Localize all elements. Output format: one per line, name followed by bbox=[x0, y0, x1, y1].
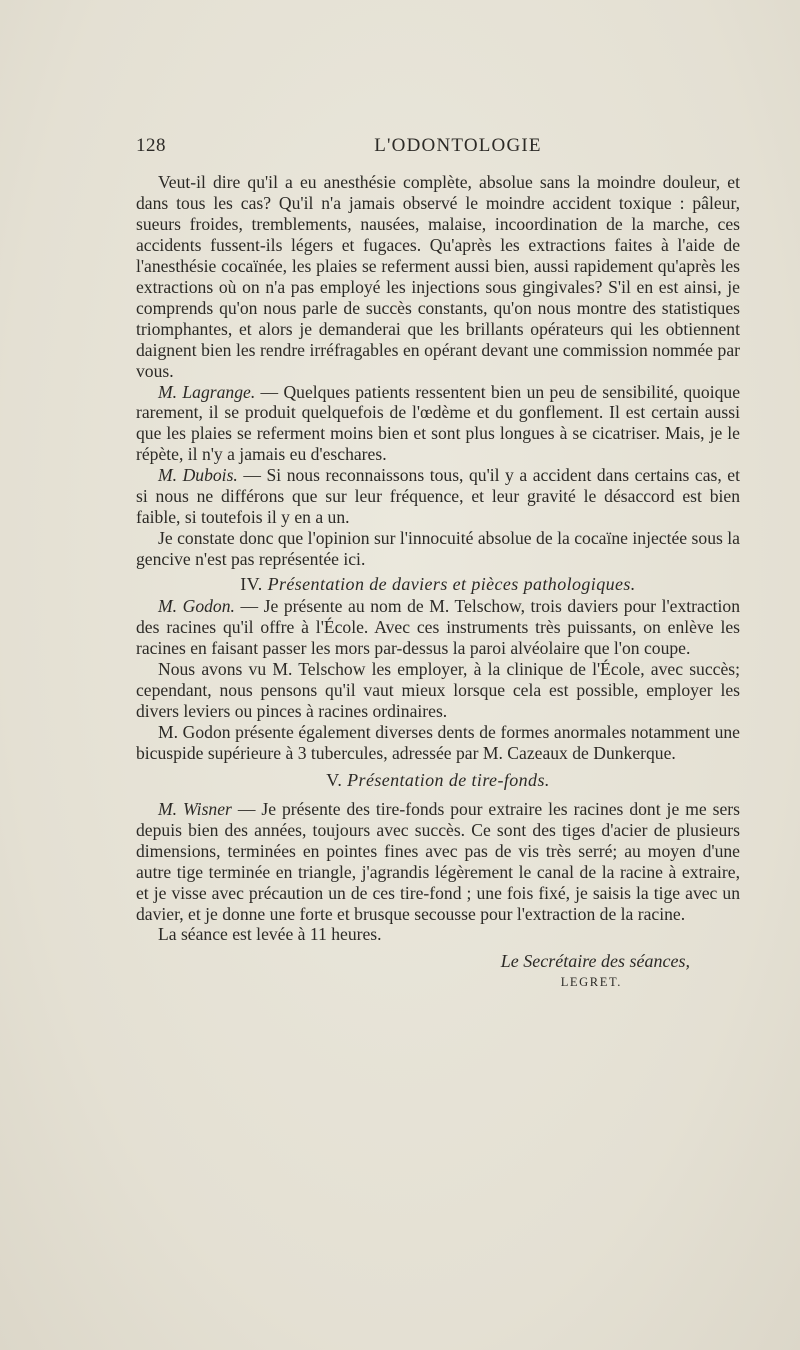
paragraph-1: Veut-il dire qu'il a eu anesthésie complète, absolue sans la moindre douleur, et dans tous les cas? Qu'il n'a jamais observé le moindre accident toxique : pâleur, sueurs froides, tremblements, nausées, malaise, incoordination de la marche, ces accidents fussent-ils légers et fugaces. Qu'après les extractions faites à l'aide de l'anesthésie cocaïnée, les plaies se referment aussi bien, aussi rapidement qu'après les extractions où on n'a pas employé les injections sous gingivales? S'il en est ainsi, je comprends qu'on nous parle de succès constants, qu'on nous montre des statistiques triomphantes, et alors je demanderai que les brillants opérateurs qui les obtiennent daignent bien les rendre irréfragables en opérant devant une commission nommée par vous. bbox=[136, 172, 740, 381]
paragraph-closing: La séance est levée à 11 heures. bbox=[158, 924, 382, 945]
section-5-number: V. bbox=[326, 769, 343, 790]
running-title: L'ODONTOLOGIE bbox=[374, 135, 542, 156]
paragraph-lagrange bbox=[136, 382, 740, 466]
speaker-wisner: M. Wisner bbox=[158, 798, 232, 819]
paragraph-telschow: Nous avons vu M. Telschow les employer, à la clinique de l'École, avec succès; cependant, nous pensons qu'il vaut mieux lorsque cela est possible, employer les divers leviers ou pinces à racines ordinaires. bbox=[136, 658, 740, 721]
signature-role: Le Secrétaire des séances, bbox=[500, 951, 690, 972]
signature-name: LEGRET. bbox=[560, 975, 622, 990]
section-4-title: Présentation de daviers et pièces pathologiques. bbox=[267, 574, 636, 595]
body-text bbox=[136, 172, 740, 991]
paragraph-godon bbox=[136, 596, 740, 659]
section-4-number: IV. bbox=[240, 574, 263, 595]
paragraph-wisner bbox=[136, 799, 740, 925]
speaker-godon: M. Godon. bbox=[158, 596, 235, 617]
paragraph-godon-dents: M. Godon présente également diverses dents de formes anormales notamment une bicuspide supérieure à 3 tubercules, adressée par M. Cazeaux de Dunkerque. bbox=[136, 721, 740, 763]
section-heading-4 bbox=[136, 573, 740, 595]
paragraph-dubois-text: — Si nous reconnaissons tous, qu'il y a accident dans certains cas, et si nous ne différons que sur leur fréquence, et leur gravité le désaccord est bien faible, si toutefois il y en a un. bbox=[136, 465, 740, 528]
paragraph-lagrange-text: — Quelques patients ressentent bien un peu de sensibilité, quoique rarement, il se produit quelquefois de l'œdème et du gonflement. Il est certain aussi que les plaies se referment moins bien et sont plus longues à se cicatriser. Mais, je le répète, il n'y a jamais eu d'eschares. bbox=[136, 381, 740, 465]
page-header bbox=[136, 135, 740, 165]
page-number: 128 bbox=[136, 135, 166, 156]
section-heading-5 bbox=[136, 769, 740, 791]
paragraph-wisner-text: — Je présente des tire-fonds pour extraire les racines dont je me sers depuis bien des années, toujours avec succès. Ce sont des tiges d'acier de plusieurs dimensions, terminées en pointes fines avec pas de vis très serré; au moyen d'une autre tige terminée en triangle, j'agrandis légèrement le canal de la racine à extraire, et je visse avec précaution un de ces tire-fond ; une fois fixé, je saisis la tige avec un davier, et je donne une forte et brusque secousse pour l'extraction de la racine. bbox=[136, 798, 740, 924]
paragraph-godon-text: — Je présente au nom de M. Telschow, trois daviers pour l'extraction des racines qu'il offre à l'École. Avec ces instruments très puissants, on enlève les racines en faisant passer les mors par-dessus la paroi alvéolaire que l'on coupe. bbox=[136, 596, 740, 659]
section-5-title: Présentation de tire-fonds. bbox=[347, 769, 550, 790]
paragraph-dubois bbox=[136, 465, 740, 528]
speaker-dubois: M. Dubois. bbox=[158, 465, 238, 486]
paragraph-conclusion: Je constate donc que l'opinion sur l'innocuité absolue de la cocaïne injectée sous la gencive n'est pas représentée ici. bbox=[136, 528, 740, 570]
speaker-lagrange: M. Lagrange. bbox=[158, 381, 256, 402]
